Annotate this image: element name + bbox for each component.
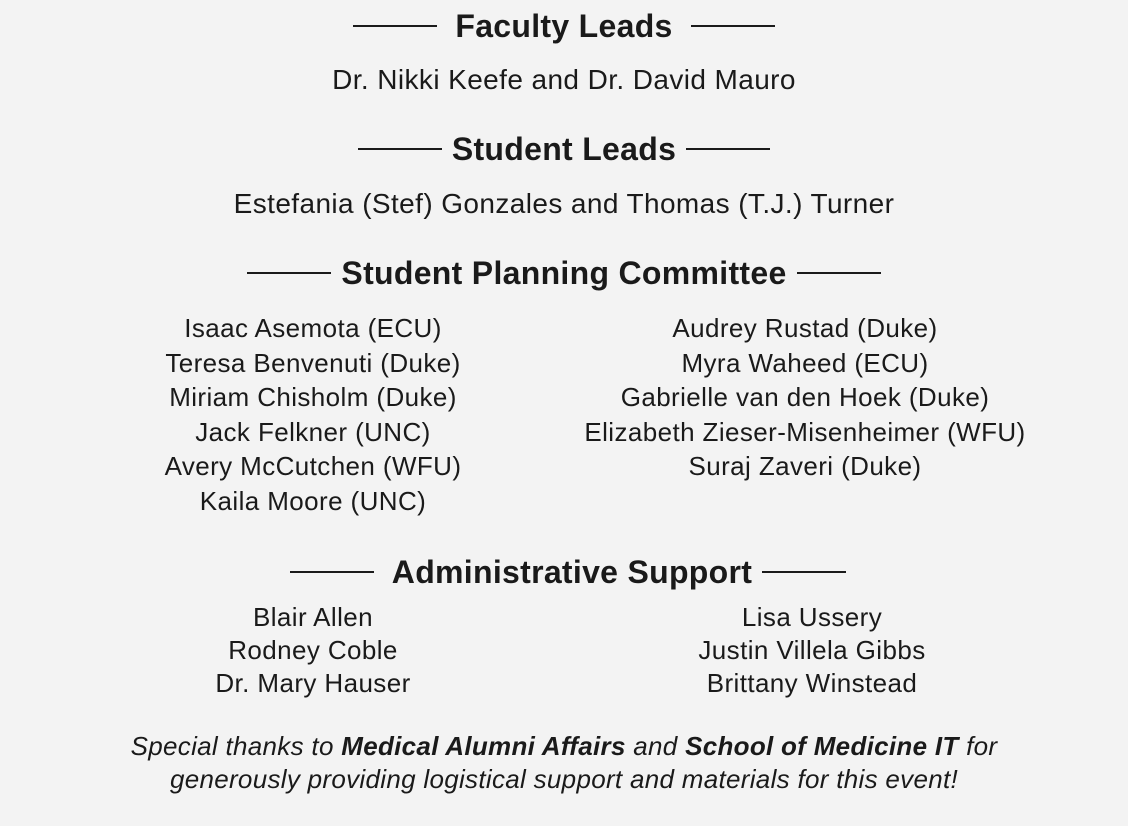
heading-rule-right <box>691 25 775 27</box>
committee-member: Avery McCutchen (WFU) <box>164 451 462 481</box>
committee-member: Myra Waheed (ECU) <box>681 347 929 378</box>
heading-rule-left <box>358 148 442 150</box>
planning-committee-heading <box>0 253 1128 293</box>
special-thanks-line-1 <box>0 730 1128 763</box>
admin-support-heading <box>0 552 1128 592</box>
thanks-text: for <box>958 731 998 761</box>
committee-member: Elizabeth Zieser-Misenheimer (WFU) <box>584 416 1026 447</box>
committee-member: Teresa Benvenuti (Duke) <box>165 347 461 378</box>
committee-member: Suraj Zaveri (Duke) <box>688 451 922 481</box>
committee-member: Miriam Chisholm (Duke) <box>169 382 457 412</box>
thanks-org-alumni-affairs: Medical Alumni Affairs <box>341 731 626 761</box>
admin-member: Rodney Coble <box>228 635 398 665</box>
heading-rule-left <box>353 25 437 27</box>
committee-member: Gabrielle van den Hoek (Duke) <box>620 382 990 412</box>
faculty-leads-names: Dr. Nikki Keefe and Dr. David Mauro <box>332 64 796 95</box>
committee-member: Kaila Moore (UNC) <box>199 485 427 516</box>
special-thanks <box>0 730 1128 796</box>
heading-rule-right <box>797 272 881 274</box>
admin-member: Brittany Winstead <box>706 668 918 698</box>
admin-support-left-list <box>163 601 463 700</box>
thanks-org-som-it: School of Medicine IT <box>685 731 959 761</box>
committee-member: Isaac Asemota (ECU) <box>184 313 442 343</box>
thanks-text: Special thanks to <box>130 731 342 761</box>
planning-committee-left-list <box>113 311 513 518</box>
heading-rule-left <box>247 272 331 274</box>
planning-committee-title: Student Planning Committee <box>341 255 787 291</box>
admin-support-title: Administrative Support <box>391 554 753 590</box>
special-thanks-line-2: generously providing logistical support and materials for this event! <box>169 764 959 794</box>
faculty-leads-title: Faculty Leads <box>455 8 673 44</box>
student-leads-title: Student Leads <box>451 131 677 167</box>
admin-support-right-list <box>662 601 962 700</box>
committee-member: Audrey Rustad (Duke) <box>672 313 938 343</box>
admin-member: Justin Villela Gibbs <box>698 635 926 665</box>
admin-member: Dr. Mary Hauser <box>215 668 411 698</box>
planning-committee-right-list <box>525 311 1085 484</box>
student-leads-names: Estefania (Stef) Gonzales and Thomas (T.J.) Turner <box>233 188 895 219</box>
heading-rule-left <box>290 571 374 573</box>
heading-rule-right <box>762 571 846 573</box>
committee-member: Jack Felkner (UNC) <box>195 416 431 447</box>
thanks-text: and <box>625 731 686 761</box>
heading-rule-right <box>686 148 770 150</box>
faculty-leads-heading <box>0 6 1128 46</box>
admin-member: Blair Allen <box>252 602 374 632</box>
admin-member: Lisa Ussery <box>741 602 883 632</box>
student-leads-heading <box>0 129 1128 169</box>
